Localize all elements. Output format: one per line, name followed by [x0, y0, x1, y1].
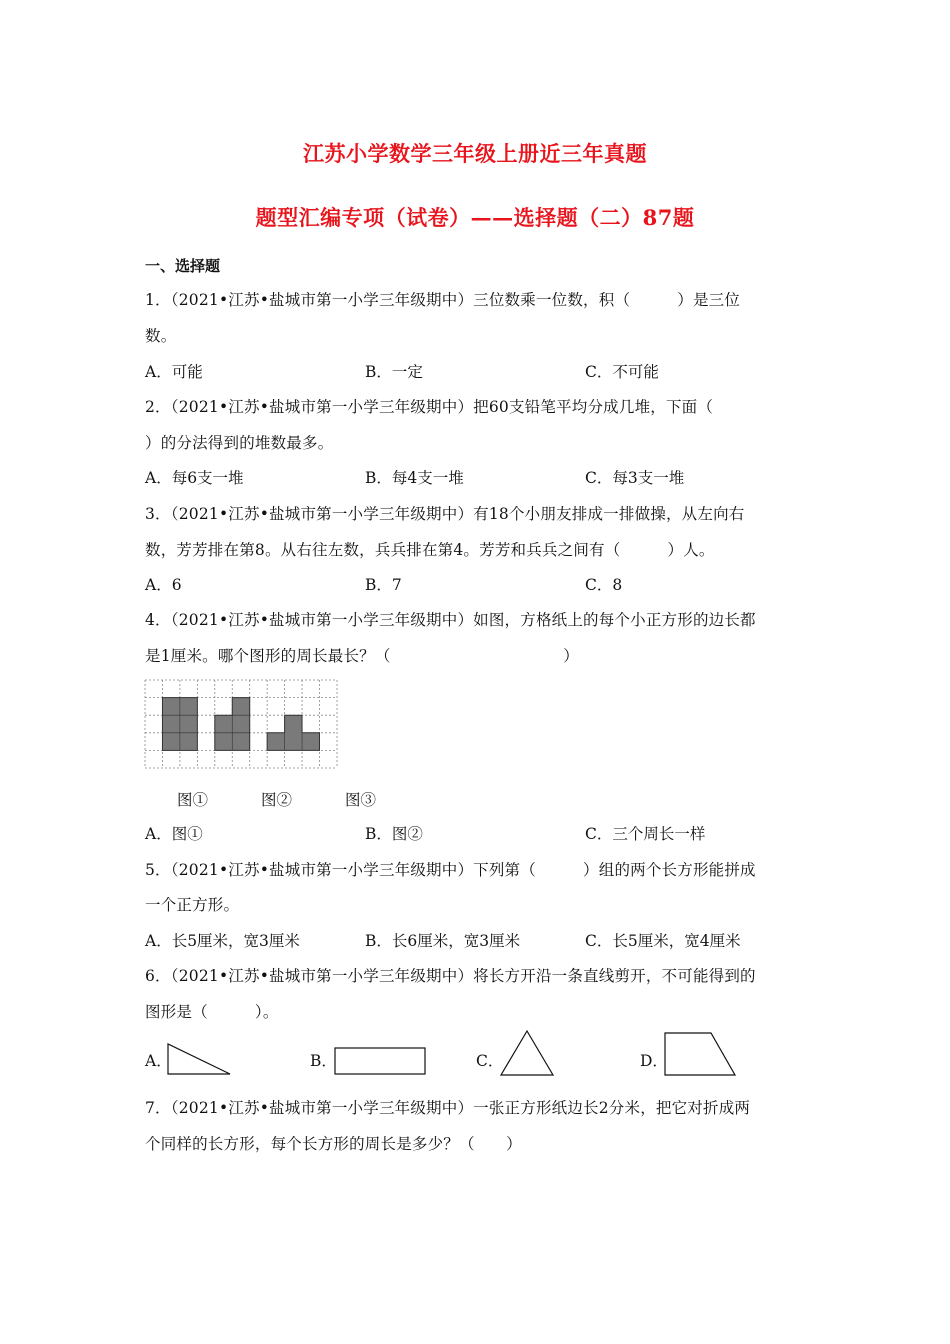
q6-option-c: C． — [476, 1052, 504, 1070]
shape-3 — [267, 715, 319, 750]
q3-option-c: C．8 — [585, 576, 623, 594]
q2-option-a: A．每6支一堆 — [145, 469, 244, 487]
q4-caption-2: 图② — [261, 791, 293, 809]
q4-grid-figure — [145, 680, 337, 768]
q6-line-2: 图形是（ ）。 — [145, 1003, 279, 1021]
q4-option-b: B．图② — [365, 825, 423, 843]
q5-line-1: 5．（2021•江苏•盐城市第一小学三年级期中）下列第（ ）组的两个长方形能拼成 — [145, 861, 756, 879]
q6-line-1: 6．（2021•江苏•盐城市第一小学三年级期中）将长方开沿一条直线剪开，不可能得到的 — [145, 967, 756, 985]
q1-option-b: B．一定 — [365, 363, 423, 381]
q5-option-c: C．长5厘米，宽4厘米 — [585, 932, 741, 950]
q2-line-1: 2．（2021•江苏•盐城市第一小学三年级期中）把60支铅笔平均分成几堆，下面（ — [145, 398, 714, 416]
q2-line-2: ）的分法得到的堆数最多。 — [145, 434, 334, 452]
q4-line-2: 是1厘米。哪个图形的周长最长？（ ） — [145, 647, 579, 665]
q6-option-a: A． — [145, 1052, 172, 1070]
q7-line-2: 个同样的长方形，每个长方形的周长是多少？（ ） — [145, 1135, 522, 1153]
q5-option-a: A．长5厘米，宽3厘米 — [145, 932, 300, 950]
q1-option-a: A．可能 — [145, 363, 203, 381]
q6-option-a-triangle — [167, 1043, 231, 1075]
q5-line-2: 一个正方形。 — [145, 896, 240, 914]
q4-option-c: C．三个周长一样 — [585, 825, 706, 843]
q4-caption-3: 图③ — [345, 791, 377, 809]
q1-line-2: 数。 — [145, 327, 177, 345]
q4-option-a: A．图① — [145, 825, 203, 843]
q4-line-1: 4．（2021•江苏•盐城市第一小学三年级期中）如图，方格纸上的每个小正方形的边长都 — [145, 611, 756, 629]
q4-caption-1: 图① — [177, 791, 209, 809]
q6-option-b: B． — [310, 1052, 337, 1070]
q2-option-b: B．每4支一堆 — [365, 469, 464, 487]
q3-option-a: A．6 — [145, 576, 182, 594]
title-line-2: 题型汇编专项（试卷）——选择题（二）87题 — [255, 205, 695, 230]
q1-line-1: 1．（2021•江苏•盐城市第一小学三年级期中）三位数乘一位数，积（ ）是三位 — [145, 291, 741, 309]
q6-option-d: D． — [640, 1052, 668, 1070]
q6-option-b-rectangle — [334, 1047, 426, 1075]
q5-option-b: B．长6厘米，宽3厘米 — [365, 932, 521, 950]
q1-option-c: C．不可能 — [585, 363, 659, 381]
q6-option-c-triangle — [500, 1030, 554, 1076]
q3-line-1: 3．（2021•江苏•盐城市第一小学三年级期中）有18个小朋友排成一排做操，从左向右 — [145, 505, 745, 523]
q3-line-2: 数，芳芳排在第8。从右往左数，兵兵排在第4。芳芳和兵兵之间有（ ）人。 — [145, 541, 715, 559]
title-line-1: 江苏小学数学三年级上册近三年真题 — [303, 141, 647, 166]
q6-option-d-trapezoid — [664, 1032, 736, 1076]
q7-line-1: 7．（2021•江苏•盐城市第一小学三年级期中）一张正方形纸边长2分米，把它对折成两 — [145, 1099, 751, 1117]
q2-option-c: C．每3支一堆 — [585, 469, 685, 487]
section-heading: 一、选择题 — [145, 257, 221, 275]
q3-option-b: B．7 — [365, 576, 402, 594]
